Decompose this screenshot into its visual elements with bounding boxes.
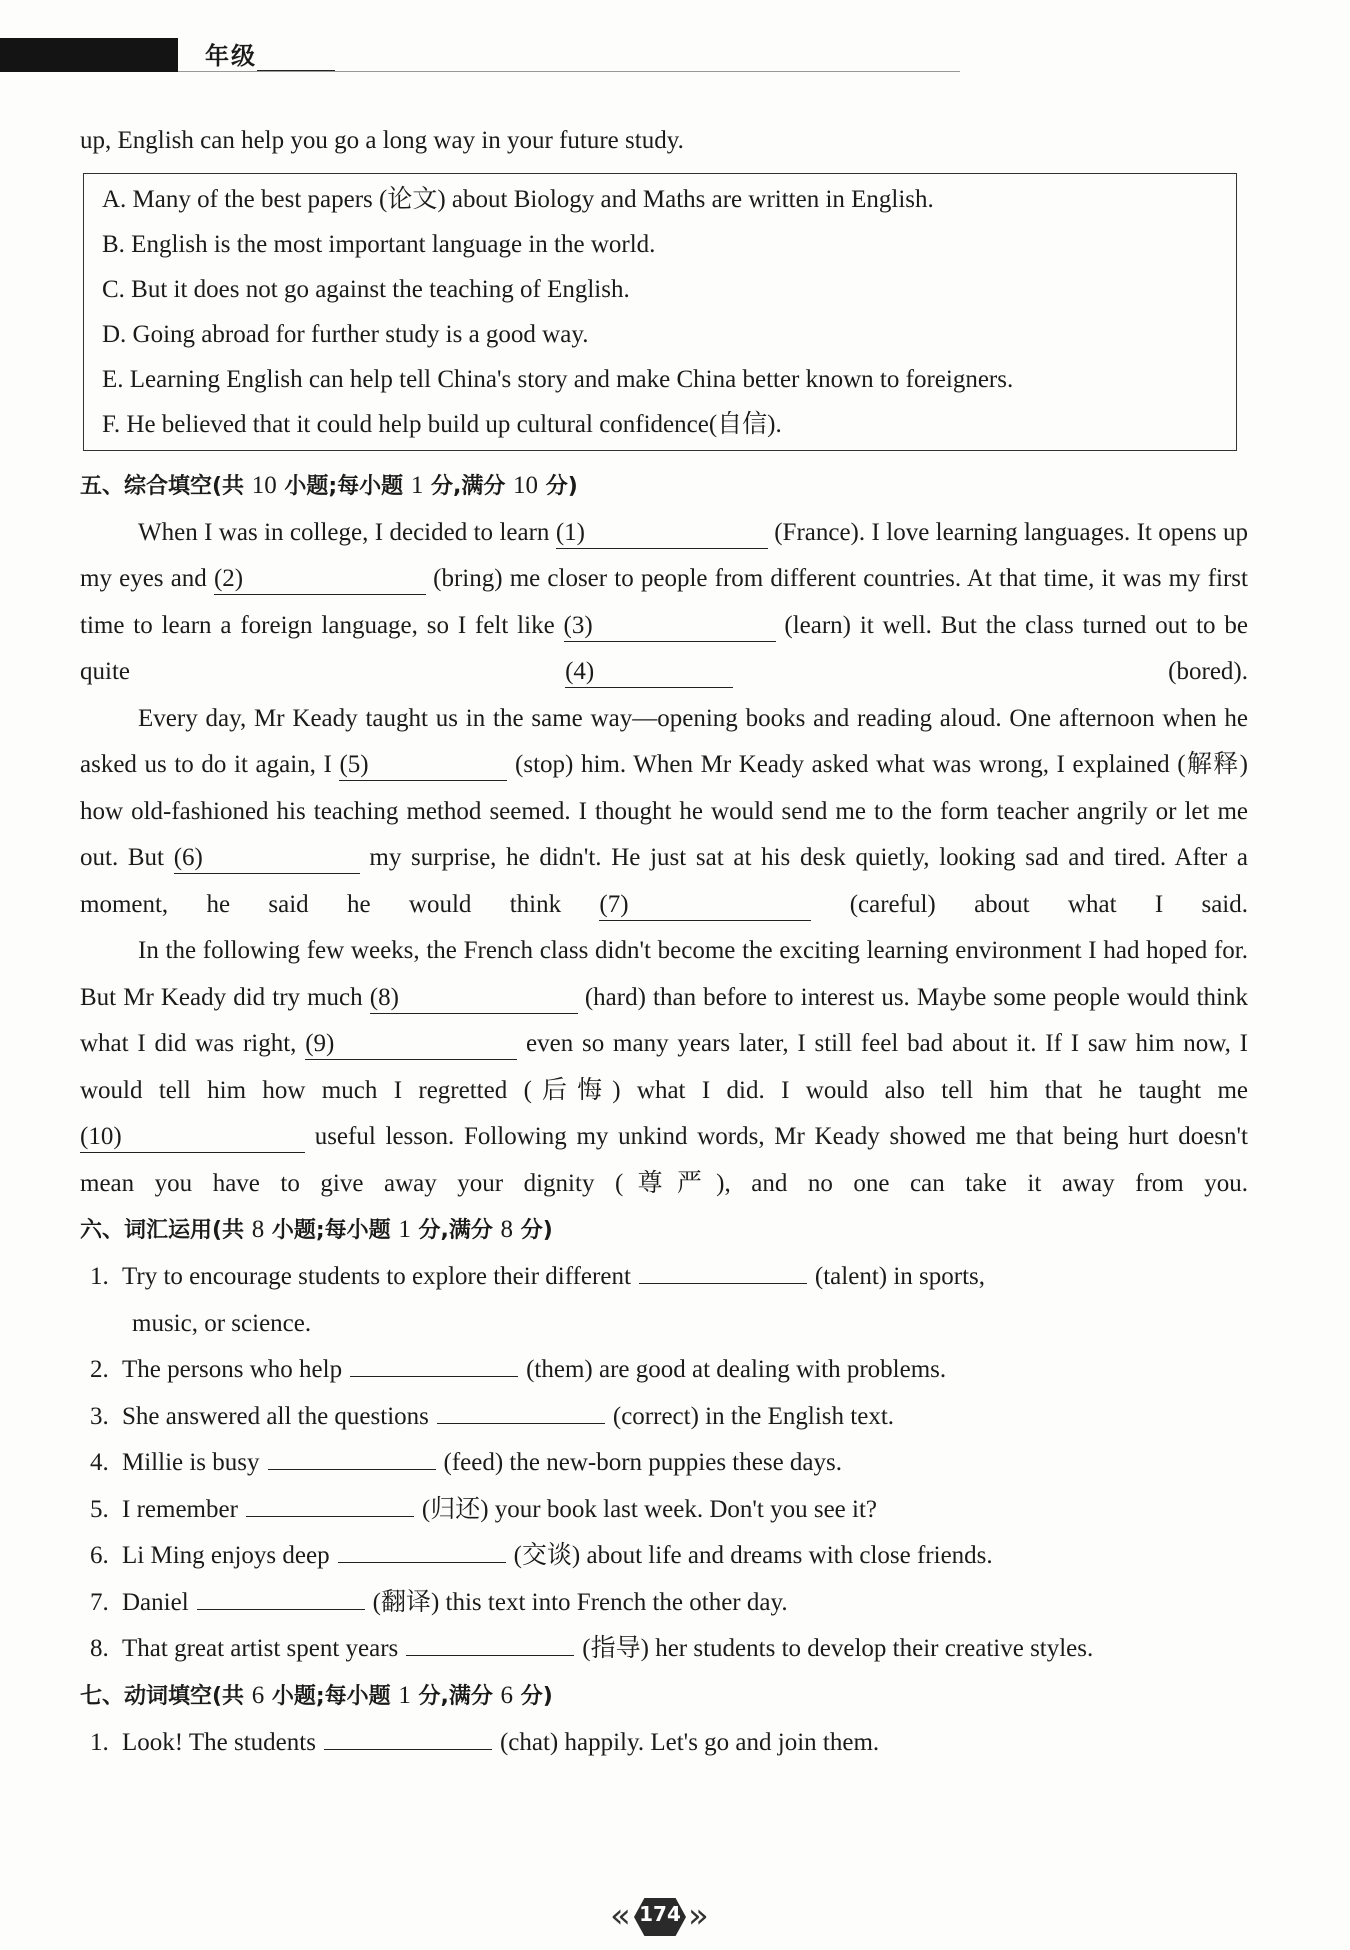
- page-number: 174: [639, 1902, 681, 1926]
- answer-blank[interactable]: [406, 1627, 574, 1656]
- content: [80, 118, 1248, 1766]
- option-e: E. Learning English can help tell China's story and make China better known to foreigners.: [102, 365, 1014, 393]
- vocab-item: 3. She answered all the questions (correct) in the English text.: [90, 1394, 1248, 1441]
- blank-7[interactable]: (7): [599, 890, 811, 921]
- answer-blank[interactable]: [246, 1488, 414, 1517]
- option-a: A. Many of the best papers (论文) about Biology and Maths are written in English.: [102, 185, 934, 213]
- cloze-paragraph-1: When I was in college, I decided to learn (1) (France). I love learning languages. It opens up my eyes and (2) (bring) me closer to people from different countries. At that time, it was my first time to learn a foreign language, so I felt like (3) (learn) it well. But the class turned out to be quite (4) (bored).: [80, 510, 1248, 696]
- header-black-bar: [0, 38, 178, 72]
- header-rule: [178, 71, 960, 72]
- vocab-item: 7. Daniel (翻译) this text into French the other day.: [90, 1580, 1248, 1627]
- verb-items: [80, 1720, 1248, 1767]
- answer-blank[interactable]: [338, 1534, 506, 1563]
- blank-3[interactable]: (3): [564, 611, 776, 642]
- answer-blank[interactable]: [437, 1395, 605, 1424]
- grade-blank[interactable]: [257, 44, 335, 71]
- blank-9[interactable]: (9): [305, 1029, 517, 1060]
- cloze-paragraph-3: In the following few weeks, the French class didn't become the exciting learning environment I had hoped for. But Mr Keady did try much (8) (hard) than before to interest us. Maybe some people would think what I did was right, (9) even so many years later, I still feel bad about it. If I saw him now, I would tell him how much I regretted (后悔) what I did. I would also tell him that he taught me (10) useful lesson. Following my unkind words, Mr Keady showed me that being hurt doesn't mean you have to give away your dignity (尊严), and no one can take it away from you.: [80, 937, 1249, 1197]
- vocab-items: [80, 1254, 1248, 1673]
- vocab-item: 2. The persons who help (them) are good at dealing with problems.: [90, 1347, 1248, 1394]
- option-d: D. Going abroad for further study is a good way.: [102, 320, 589, 348]
- options-box: [83, 173, 1237, 451]
- answer-blank[interactable]: [639, 1255, 807, 1284]
- verb-item: 1. Look! The students (chat) happily. Let's go and join them.: [90, 1720, 1248, 1767]
- answer-blank[interactable]: [197, 1581, 365, 1610]
- section-6-title: 六、词汇运用(共 8 小题;每小题 1 分,满分 8 分): [80, 1216, 553, 1243]
- vocab-item: 4. Millie is busy (feed) the new-born puppies these days.: [90, 1440, 1248, 1487]
- vocab-item: 8. That great artist spent years (指导) her students to develop their creative styles.: [90, 1626, 1248, 1673]
- grade-field: [205, 36, 335, 71]
- answer-blank[interactable]: [350, 1348, 518, 1377]
- vocab-item-continuation: music, or science.: [132, 1309, 312, 1337]
- page-number-badge: [610, 1892, 710, 1942]
- blank-5[interactable]: (5): [339, 750, 507, 781]
- blank-4[interactable]: (4): [565, 657, 733, 688]
- option-f: F. He believed that it could help build up cultural confidence(自信).: [102, 410, 782, 438]
- chevron-left-icon: «: [610, 1896, 631, 1936]
- option-b: B. English is the most important language in the world.: [102, 230, 656, 258]
- answer-blank[interactable]: [324, 1721, 492, 1750]
- vocab-item: 1. Try to encourage students to explore their different (talent) in sports,: [90, 1254, 1248, 1301]
- section-7-title: 七、动词填空(共 6 小题;每小题 1 分,满分 6 分): [80, 1681, 553, 1709]
- blank-10[interactable]: (10): [80, 1122, 305, 1153]
- cloze-paragraph-2: Every day, Mr Keady taught us in the same way—opening books and reading aloud. One afternoon when he asked us to do it again, I (5) (stop) him. When Mr Keady asked what was wrong, I explained (解释) how old-fashioned his teaching method seemed. I thought he would send me to the form teacher angrily or let me out. But (6) my surprise, he didn't. He just sat at his desk quietly, looking sad and tired. After a moment, he said he would think (7) (careful) about what I said.: [80, 696, 1248, 929]
- answer-blank[interactable]: [268, 1441, 436, 1470]
- vocab-item: 6. Li Ming enjoys deep (交谈) about life and dreams with close friends.: [90, 1533, 1248, 1580]
- section-5-title: 五、综合填空(共 10 小题;每小题 1 分,满分 10 分): [80, 471, 578, 499]
- blank-1[interactable]: (1): [556, 518, 768, 549]
- chevron-right-icon: »: [688, 1896, 709, 1936]
- blank-8[interactable]: (8): [370, 983, 578, 1014]
- vocab-item: 5. I remember (归还) your book last week. Don't you see it?: [90, 1487, 1248, 1534]
- blank-2[interactable]: (2): [214, 564, 426, 595]
- top-line: up, English can help you go a long way in your future study.: [80, 127, 684, 154]
- option-c: C. But it does not go against the teaching of English.: [102, 275, 630, 303]
- blank-6[interactable]: (6): [174, 843, 360, 874]
- grade-label: 年级: [205, 42, 257, 70]
